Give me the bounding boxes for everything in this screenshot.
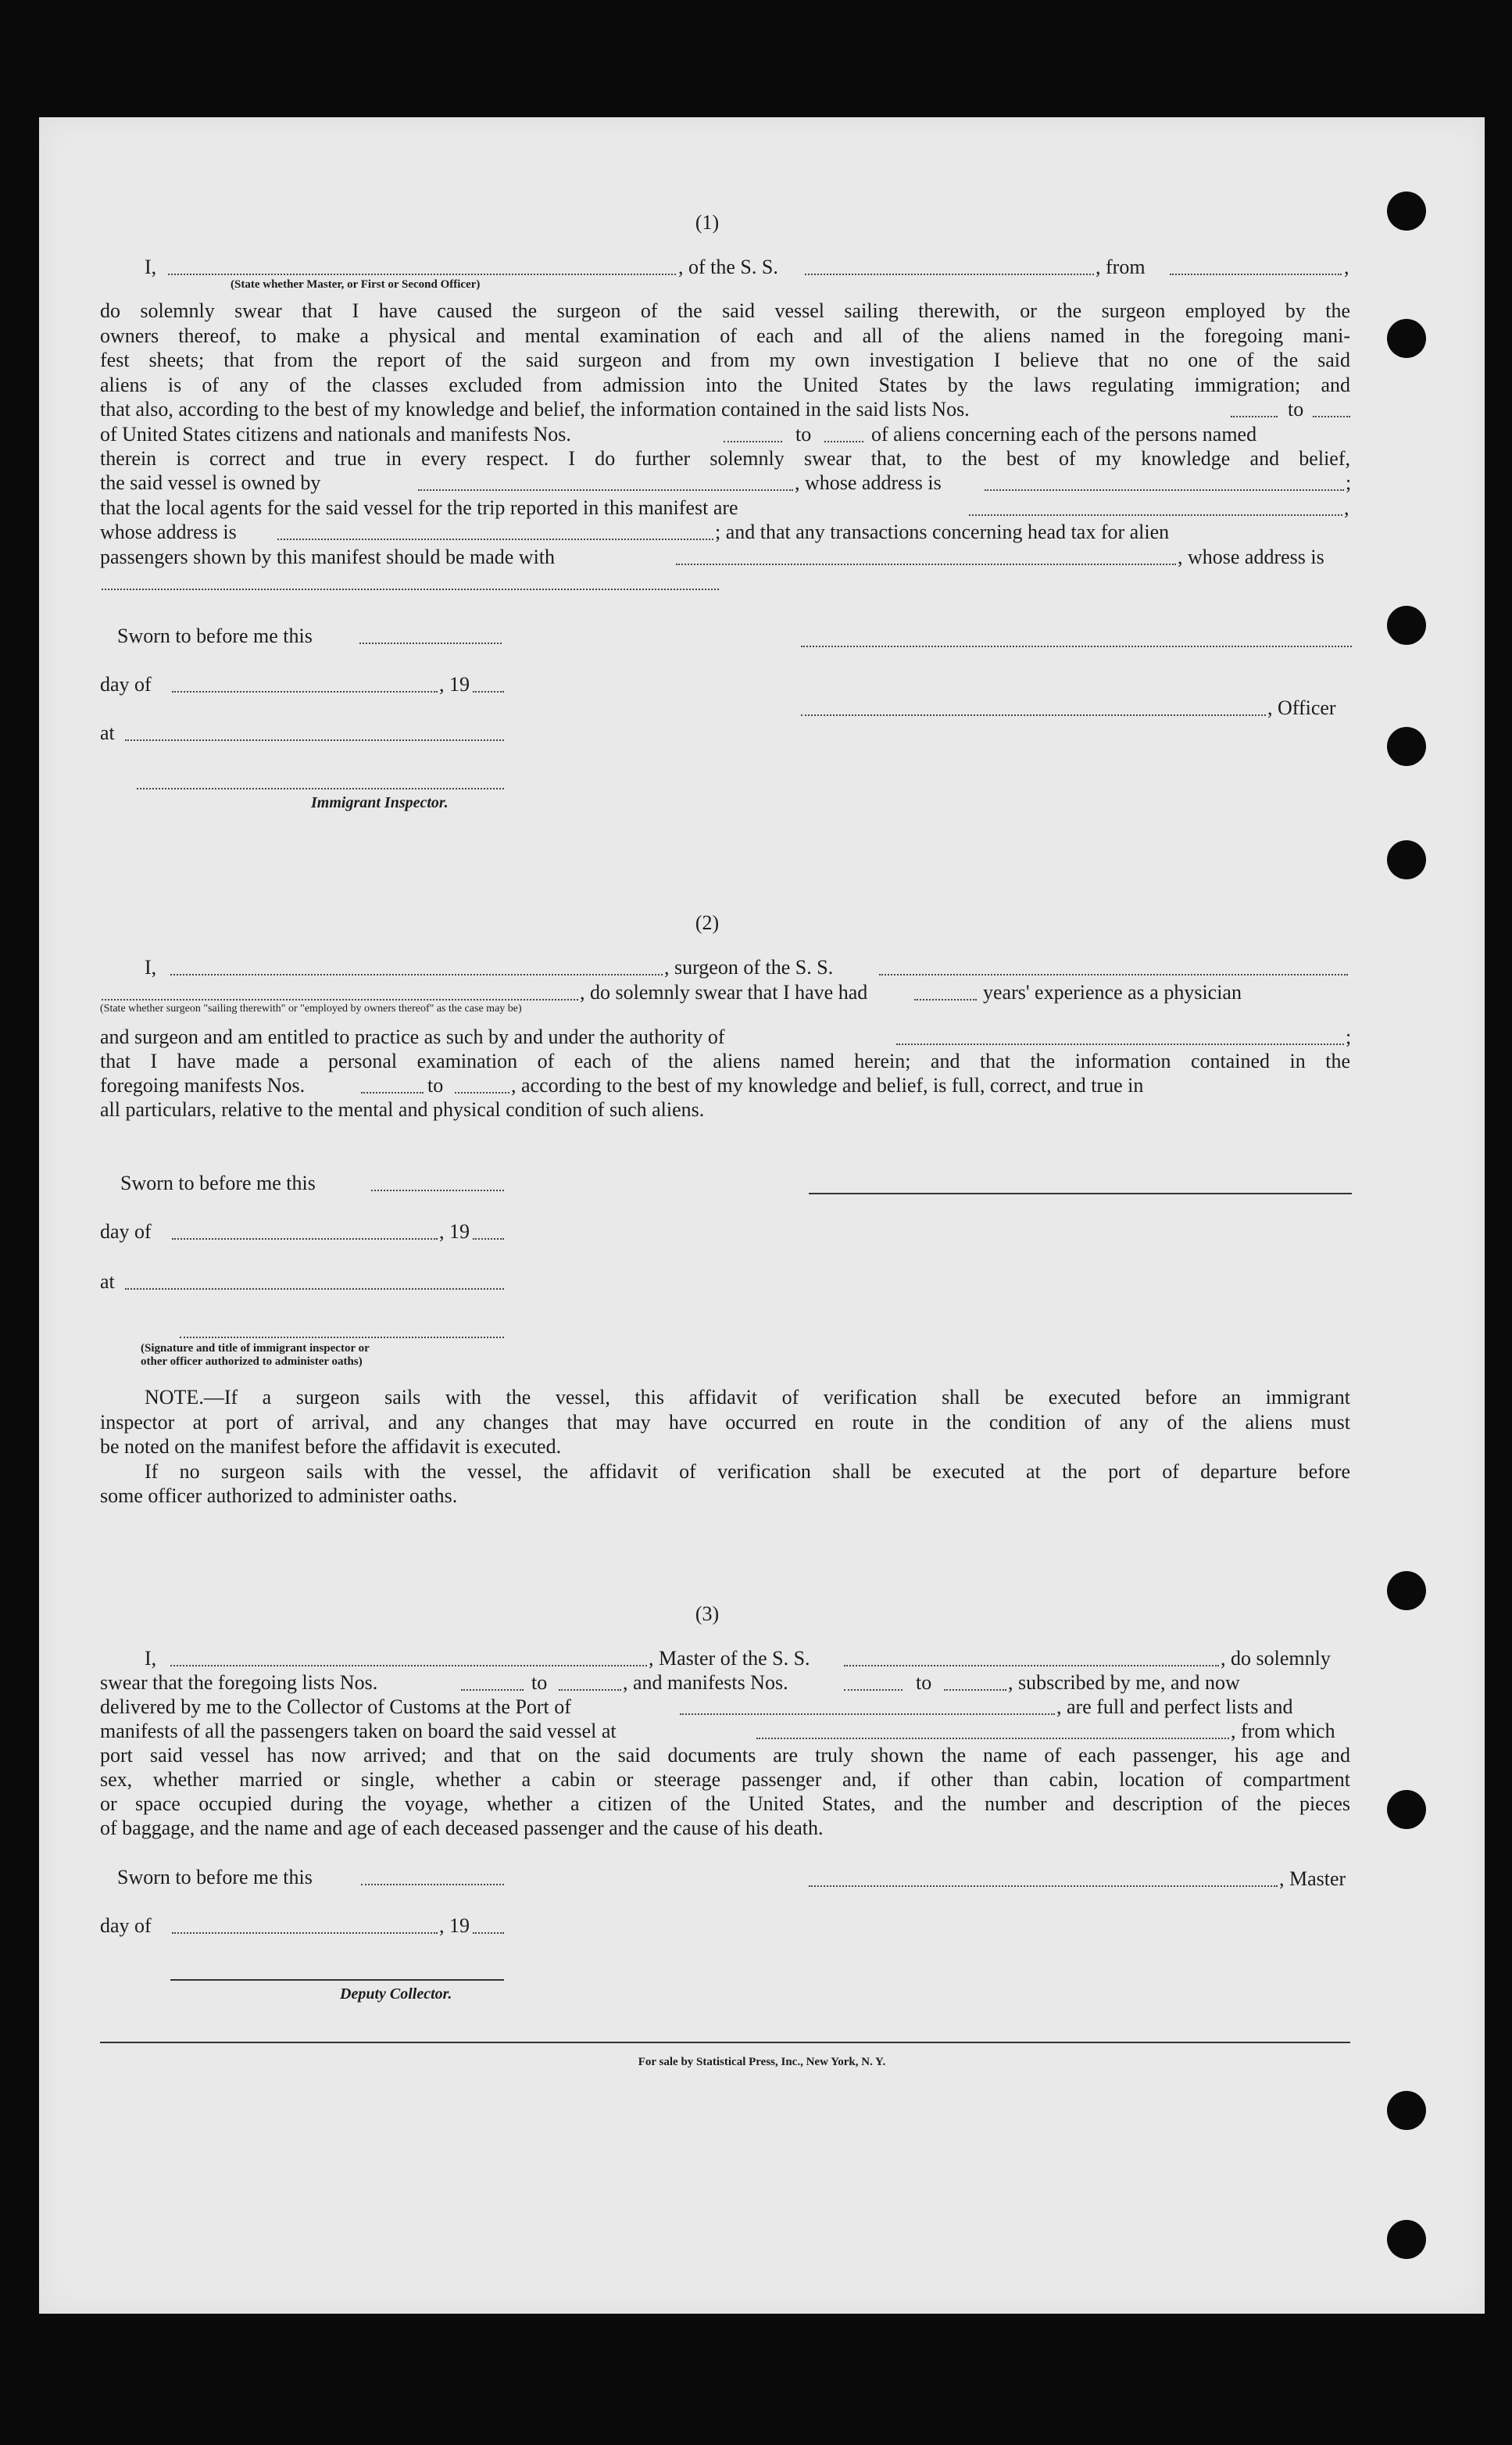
head-tax-address-field[interactable] (102, 589, 719, 590)
agents-field[interactable] (969, 514, 1342, 516)
punch-hole (1387, 1790, 1426, 1829)
lists-from-field[interactable] (1231, 416, 1278, 417)
master-signature-line[interactable] (809, 1885, 1278, 1887)
punch-hole (1387, 1571, 1426, 1610)
manifests-from-field[interactable] (724, 441, 782, 442)
officer-field[interactable] (168, 274, 676, 275)
punch-hole (1387, 192, 1426, 231)
s1-i: I, (145, 256, 157, 278)
s3-paragraph: port said vessel has now arrived; and that on the said documents are truly shown the name of each passenger, his age and sex, whether married or single, whether a cabin or steerage passenger and, if other than cabin, location of compartment or space occupied during the voyage, whether a citizen of the United States, and the number and description of the pieces of baggage, and the name and age of each deceased passenger and the cause of his death. (100, 1744, 1350, 1839)
agents-address-field[interactable] (277, 539, 713, 540)
s1-sworn: Sworn to before me this (117, 625, 313, 647)
s1-day-of: day of (100, 673, 152, 696)
s1-from: , from (1096, 256, 1146, 278)
footer-rule (100, 2042, 1350, 2043)
punch-hole (1387, 319, 1426, 358)
s1-officer: , Officer (1267, 696, 1336, 719)
owner-address-field[interactable] (985, 489, 1344, 491)
s1-of-ss: , of the S. S. (678, 256, 778, 278)
punch-hole (1387, 840, 1426, 879)
punch-hole (1387, 2220, 1426, 2259)
immigrant-inspector-label: Immigrant Inspector. (311, 794, 449, 811)
section-1-heading: (1) (695, 211, 720, 234)
from-field[interactable] (1170, 274, 1342, 275)
printer-credit: For sale by Statistical Press, Inc., New York, N. Y. (638, 2056, 886, 2068)
s2-signature-line[interactable] (809, 1193, 1352, 1194)
punch-hole (1387, 2091, 1426, 2130)
deputy-collector-label: Deputy Collector. (340, 1985, 452, 2003)
s1-paragraph: do solemnly swear that I have caused the surgeon of the said vessel sailing therewith, or the surgeon employed by the owners thereof, to make a physical and mental examination of each and all of the aliens named in the foregoing mani- fest sheets; that from the report of the said surgeon and from my own investigation I believe that no one of the said aliens is of any of the classes excluded from admission into the United States by the laws regulating immigration; and (100, 299, 1350, 396)
head-tax-field[interactable] (676, 564, 1176, 565)
punch-hole (1387, 727, 1426, 766)
section-3-heading: (3) (695, 1602, 720, 1625)
owner-field[interactable] (418, 489, 793, 491)
officer-note: (State whether Master, or First or Second Officer) (231, 278, 481, 291)
punch-hole (1387, 606, 1426, 645)
note-paragraph: NOTE.—If a surgeon sails with the vessel, this affidavit of verification shall be executed before an immigrant inspector at port of arrival, and any changes that may have occurred en route in the condition of any of the aliens must be noted on the manifest before the affidavit is executed. If no surgeon sails with the vessel, the affidavit of verification shall be executed at the port of departure before some officer authorized to administer oaths. (100, 1386, 1350, 1507)
s1-at: at (100, 721, 115, 744)
lists-to-field[interactable] (1313, 416, 1350, 417)
vessel-field[interactable] (805, 274, 1094, 275)
form-page: (1) I, , of the S. S. , from , (State whether Master, or First or Second Officer) do solemnly swear that I have caused the surgeon of the said vessel sailing therewith, or the surgeon employed by the owners thereof, to make a physical and mental examination of each and all of the aliens named in the foregoing mani- fest sheets; that from the report of the said surgeon and from my own investigation I believe that no one of the said aliens is of any of the classes excluded from admission into the United States by the laws regulating immigration; and that also, according to the best of my knowledge and belief, the information contained in the said lists Nos. to of United States citizens and nationals and manifests Nos. to of aliens concerning each of the persons named therein is correct and true in every respect. I do further solemnly swear that, to the best of my knowledge and belief, the said vessel is owned by , whose address is ; that the local agents for the said vessel for the trip reported in this manifest are , whose address is ; and that any transactions concerning head tax for alien passengers shown by this manifest should be made with , whose address is Sworn to before me this day of , 19 , Officer at Immigrant Inspector. (2) I, , surgeon of the S. S. , do solemnly swear that I have had years' experience as a physician (State whether surgeon "sailing therewith" or "employed by owners thereof" as the case may be) and surgeon and am entitled to practice as such by and under the authority of ; that I have made a personal examination of each of the aliens named herein; and that the information contained in the foregoing manifests Nos. to , according to the best of my knowledge and belief, is full, correct, and true in all particulars, relative to the mental and physical condition of such aliens. Sworn to before me this day of , 19 at (Signature and title of immigrant inspector or other officer authorized to administer oaths) NOTE.—If a surgeon sails with the vessel, this affidavit of verification shall be executed before an immigrant inspector at port of arrival, and any changes that may have occurred en route in the condition of any of the aliens must be noted on the manifest before the affidavit is executed. If no surgeon sails with the vessel, the affidavit of verification shall be executed at the port of departure before some officer authorized to administer oaths. (3) I, , Master of the S. S. , do solemnly swear that the foregoing lists Nos. to , and manifests Nos. to , subscribed by me, and now delivered by me to the Collector of Customs at the Port of , are full and perfect lists and manifests of all the passengers taken on board the said vessel at , from which port said vessel has now arrived; and that on the said documents are truly shown the name of each passenger, his age and sex, whether married or single, whether a cabin or steerage passenger and, if other than cabin, location of compartment or space occupied during the voyage, whether a citizen of the United States, and the number and description of the pieces of baggage, and the name and age of each deceased passenger and the cause of his death. Sworn to before me this , Master day of , 19 Deputy Collector. For sale by Statistical Press, Inc., New York, N. Y. (39, 117, 1485, 2314)
section-2-heading: (2) (695, 911, 720, 934)
manifests-to-field[interactable] (824, 441, 863, 442)
s1-signature-line[interactable] (801, 646, 1352, 647)
